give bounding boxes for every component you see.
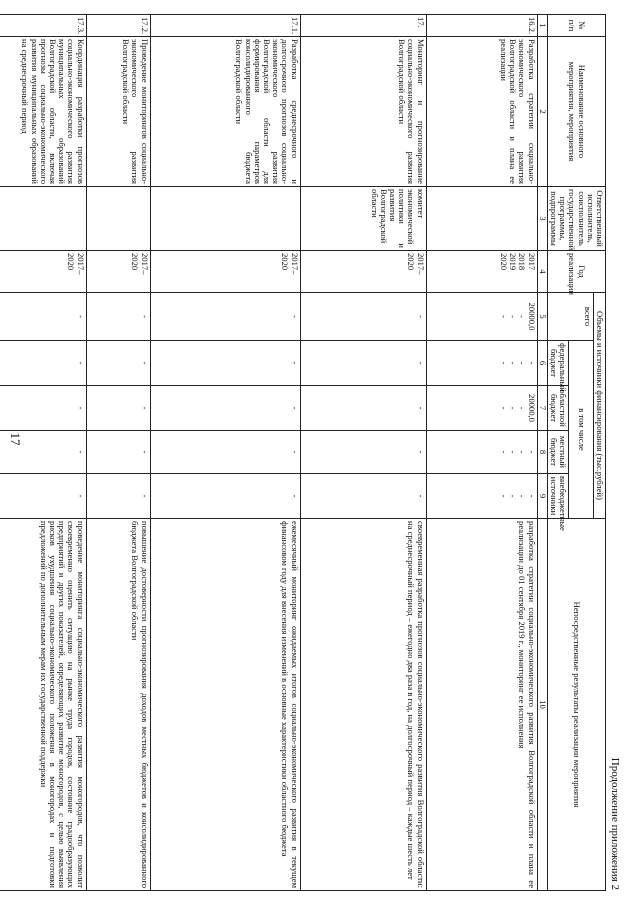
col-number: 3 [537,187,547,251]
row-executor [150,187,300,251]
row-local: - - - - [426,431,537,474]
header-executor: Ответственный исполнитель, соисполнитель государственной программы, подпрограммы [547,187,605,251]
row-executor [426,187,537,251]
row-result: разработка стратегии социально-экономического развития Волгоградской области и плана ее реализации до 01 сентября 2019 г., мониторинг ее исполнения [426,519,537,891]
row-executor [86,187,150,251]
header-num: № п/п [547,15,605,37]
row-name: Координация разработки прогнозов социально-экономического развития муниципальных образований Волгоградской области, включая прогнозы социально-экономического развития муниципальных образований на среднесрочный период [0,37,86,187]
row-total: - [150,293,300,341]
header-extra: внебюджетные источники [547,474,568,519]
row-local: - [150,431,300,474]
header-regional: областной бюджет [547,386,568,431]
row-federal: - [0,341,86,386]
header-funding: Объемы и источники финансирования (тыс.рублей) [593,293,605,519]
table-row [300,15,426,891]
table-row [0,15,86,891]
col-number: 9 [537,474,547,519]
row-years: 2017–2020 [150,251,300,293]
row-extra: - [86,474,150,519]
row-extra: - - - - [426,474,537,519]
row-years: 2017 2018 2019 2020 [426,251,537,293]
row-federal: - - - - [426,341,537,386]
row-regional: - [0,386,86,431]
header-incl: в том числе [569,341,594,519]
row-extra: - [150,474,300,519]
row-num: 17.1. [150,15,300,37]
row-federal: - [150,341,300,386]
header-results: Непосредственные результаты реализации мероприятия [547,519,605,891]
col-number: 8 [537,431,547,474]
col-number: 10 [537,519,547,891]
col-number: 7 [537,386,547,431]
header-local: местный бюджет [547,431,568,474]
row-local: - [86,431,150,474]
col-number: 5 [537,293,547,341]
row-years: 2017–2020 [86,251,150,293]
rotated-page [20,14,620,890]
row-result: повышение достоверности прогнозирования доходов местных бюджетов и консолидированного бюджета Волгоградской области [86,519,150,891]
col-number: 4 [537,251,547,293]
row-federal: - [300,341,426,386]
row-local: - [0,431,86,474]
col-number: 1 [537,15,547,37]
row-years: 2017–2020 [300,251,426,293]
row-executor [0,187,86,251]
row-name: Разработка среднесрочного и долгосрочного прогнозов социально-экономического развития Волгоградской области для формирования параметров консолидированного бюджета Волгоградской области [150,37,300,187]
row-years: 2017–2020 [0,251,86,293]
table-row [426,15,537,891]
row-federal: - [86,341,150,386]
row-total: - [0,293,86,341]
row-total: - [86,293,150,341]
header-year: Год реализации [547,251,605,293]
row-num: 17.2. [86,15,150,37]
row-result: ежемесячный мониторинг ожидаемых итогов социально-экономического развития в текущем финансовом году для внесения изменений в основные характеристики областного бюджета [150,519,300,891]
row-extra: - [300,474,426,519]
row-result: своевременная разработка прогнозов социально-экономического развития Волгоградской области: на среднесрочный период – ежегодно два раза в год, на долгосрочный период – каждые шесть лет [300,519,426,891]
continuation-label: Продолжение приложения 2 [609,757,621,890]
row-name: Мониторинг и прогнозирование социально-экономического развития Волгоградской области [300,37,426,187]
table-row [86,15,150,891]
page-number: 17 [8,432,23,446]
row-regional: - [150,386,300,431]
row-num: 17.3. [0,15,86,37]
table-row [150,15,300,891]
row-num: 16.2. [426,15,537,37]
row-regional: - [86,386,150,431]
col-number: 6 [537,341,547,386]
col-number: 2 [537,37,547,187]
row-result: проведение мониторинга социально-экономического развития моногородов, что позволит своевременно оценить ситуацию на рынке труда городов, состояние градообразующих предприятий и других показателей, определяющих развитие моногородов, с целью выявления рисков ухудшения социально-экономического положения в моногородах и подготовки предложений по дополнительным мерам их государственной поддержки [0,519,86,891]
row-name: Проведение мониторингов социально-экономического развития Волгоградской области [86,37,150,187]
row-executor: комитет экономической политики и развития Волгоградской области [300,187,426,251]
row-extra: - [0,474,86,519]
row-regional: - [300,386,426,431]
row-regional: 20000,0 - - - [426,386,537,431]
row-name: Разработка стратегии социально-экономического развития Волгоградской области и плана ее реализации [426,37,537,187]
row-total: 20000,0 - - - [426,293,537,341]
header-name: Наименование основного мероприятия, мероприятия [547,37,605,187]
row-num: 17. [300,15,426,37]
header-federal: федеральный бюджет [547,341,568,386]
row-total: - [300,293,426,341]
program-table [0,14,606,891]
column-number-row [537,15,547,891]
header-total: всего [547,293,593,341]
row-local: - [300,431,426,474]
